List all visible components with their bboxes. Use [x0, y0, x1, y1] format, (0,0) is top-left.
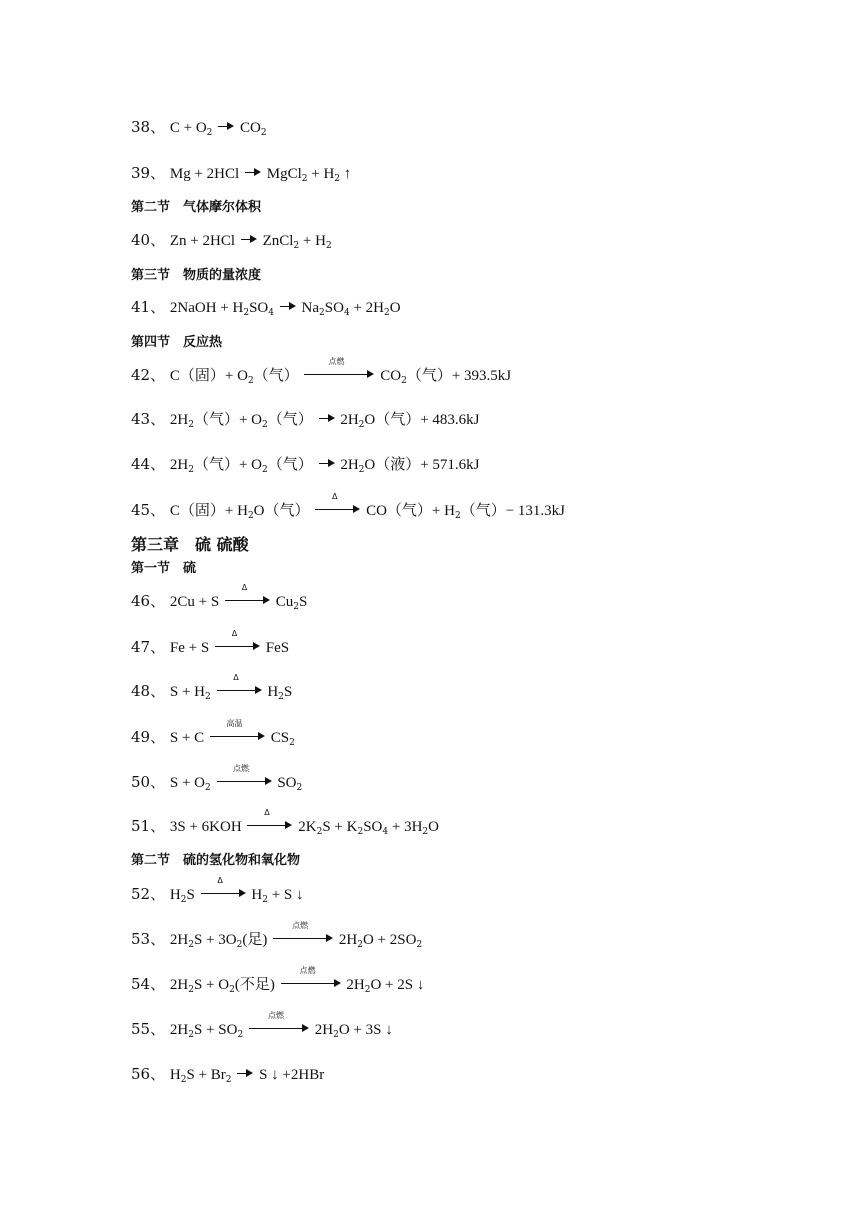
equation-51: 51、 3S + 6KOH Δ $2K_2S + K_2SO_4 + 3H_2O$	[131, 808, 439, 837]
chapter-heading: 第三章 硫 硫酸	[131, 535, 249, 554]
reaction-arrow-icon	[245, 164, 261, 178]
reaction-arrow-icon: 点燃	[281, 975, 341, 989]
section-heading: 第一节 硫	[131, 561, 197, 576]
equation-55: 55、 $2H_2S + SO_2$ 点燃 $2H_2O + 3S$ ↓	[131, 1011, 393, 1040]
section-heading: 第三节 物质的量浓度	[131, 268, 262, 283]
equation-39: 39、 Mg + 2HCl MgCl$_2$ + $H_2$ ↑	[131, 164, 352, 184]
reaction-arrow-icon: 点燃	[249, 1020, 309, 1034]
reaction-arrow-icon: Δ	[315, 501, 360, 515]
equation-46: 46、 2Cu + S Δ $Cu_2S$	[131, 583, 308, 612]
equation-48: 48、 $S + H_2$ Δ $H_2S$	[131, 673, 293, 702]
equation-45: 45、 C（固）+ $H_2O$（气） Δ CO（气）+ $H_2$（气）− 131.3kJ	[131, 492, 566, 521]
equation-52: 52、 $H_2S$ Δ $H_2 + S$ ↓	[131, 876, 304, 905]
equation-43: 43、 $2H_2$（气）+ $O_2$（气） $2H_2O$（气）+ 483.6kJ	[131, 410, 480, 430]
section-heading: 第二节 硫的氢化物和氧化物	[131, 853, 301, 868]
reaction-arrow-icon	[319, 455, 335, 469]
reaction-arrow-icon	[218, 118, 234, 132]
equation-44: 44、 $2H_2$（气）+ $O_2$（气） $2H_2O$（液）+ 571.6kJ	[131, 455, 480, 475]
section-heading: 第四节 反应热	[131, 335, 223, 350]
section-heading: 第二节 气体摩尔体积	[131, 200, 262, 215]
reaction-arrow-icon: 高温	[210, 728, 265, 742]
equation-49: 49、 S + C 高温 $CS_2$	[131, 719, 295, 748]
reaction-arrow-icon: 点燃	[217, 773, 272, 787]
reaction-arrow-icon	[280, 298, 296, 312]
equation-53: 53、 $2H_2S + 3O_2$(足) 点燃 $2H_2O + 2SO_2$	[131, 921, 423, 950]
reaction-arrow-icon: 点燃	[304, 366, 374, 380]
reaction-arrow-icon: Δ	[225, 592, 270, 606]
reaction-arrow-icon	[319, 410, 335, 424]
reaction-arrow-icon: Δ	[247, 817, 292, 831]
equation-38: 38、 $C + O_2$ $CO_2$	[131, 118, 267, 138]
equation-54: 54、 $2H_2S + O_2$(不足) 点燃 $2H_2O + 2S$ ↓	[131, 966, 425, 995]
reaction-arrow-icon: Δ	[201, 885, 246, 899]
reaction-arrow-icon: Δ	[215, 638, 260, 652]
reaction-arrow-icon: Δ	[217, 682, 262, 696]
reaction-arrow-icon	[241, 231, 257, 245]
equation-41: 41、 2NaOH + $H_2SO_4$ $Na_2SO_4 + 2H_2O$	[131, 298, 401, 318]
reaction-arrow-icon	[237, 1065, 253, 1079]
reaction-arrow-icon: 点燃	[273, 930, 333, 944]
equation-56: 56、 $H_2S + Br_2$ S ↓ +2HBr	[131, 1065, 325, 1085]
equation-number: 38、	[131, 118, 166, 136]
equation-40: 40、 Zn + 2HCl ZnCl$_2$ + $H_2$	[131, 231, 332, 251]
equation-50: 50、 $S + O_2$ 点燃 $SO_2$	[131, 764, 303, 793]
equation-42: 42、 C（固）+ $O_2$（气） 点燃 $CO_2$（气）+ 393.5kJ	[131, 357, 512, 386]
equation-47: 47、 Fe + S Δ FeS	[131, 629, 290, 656]
